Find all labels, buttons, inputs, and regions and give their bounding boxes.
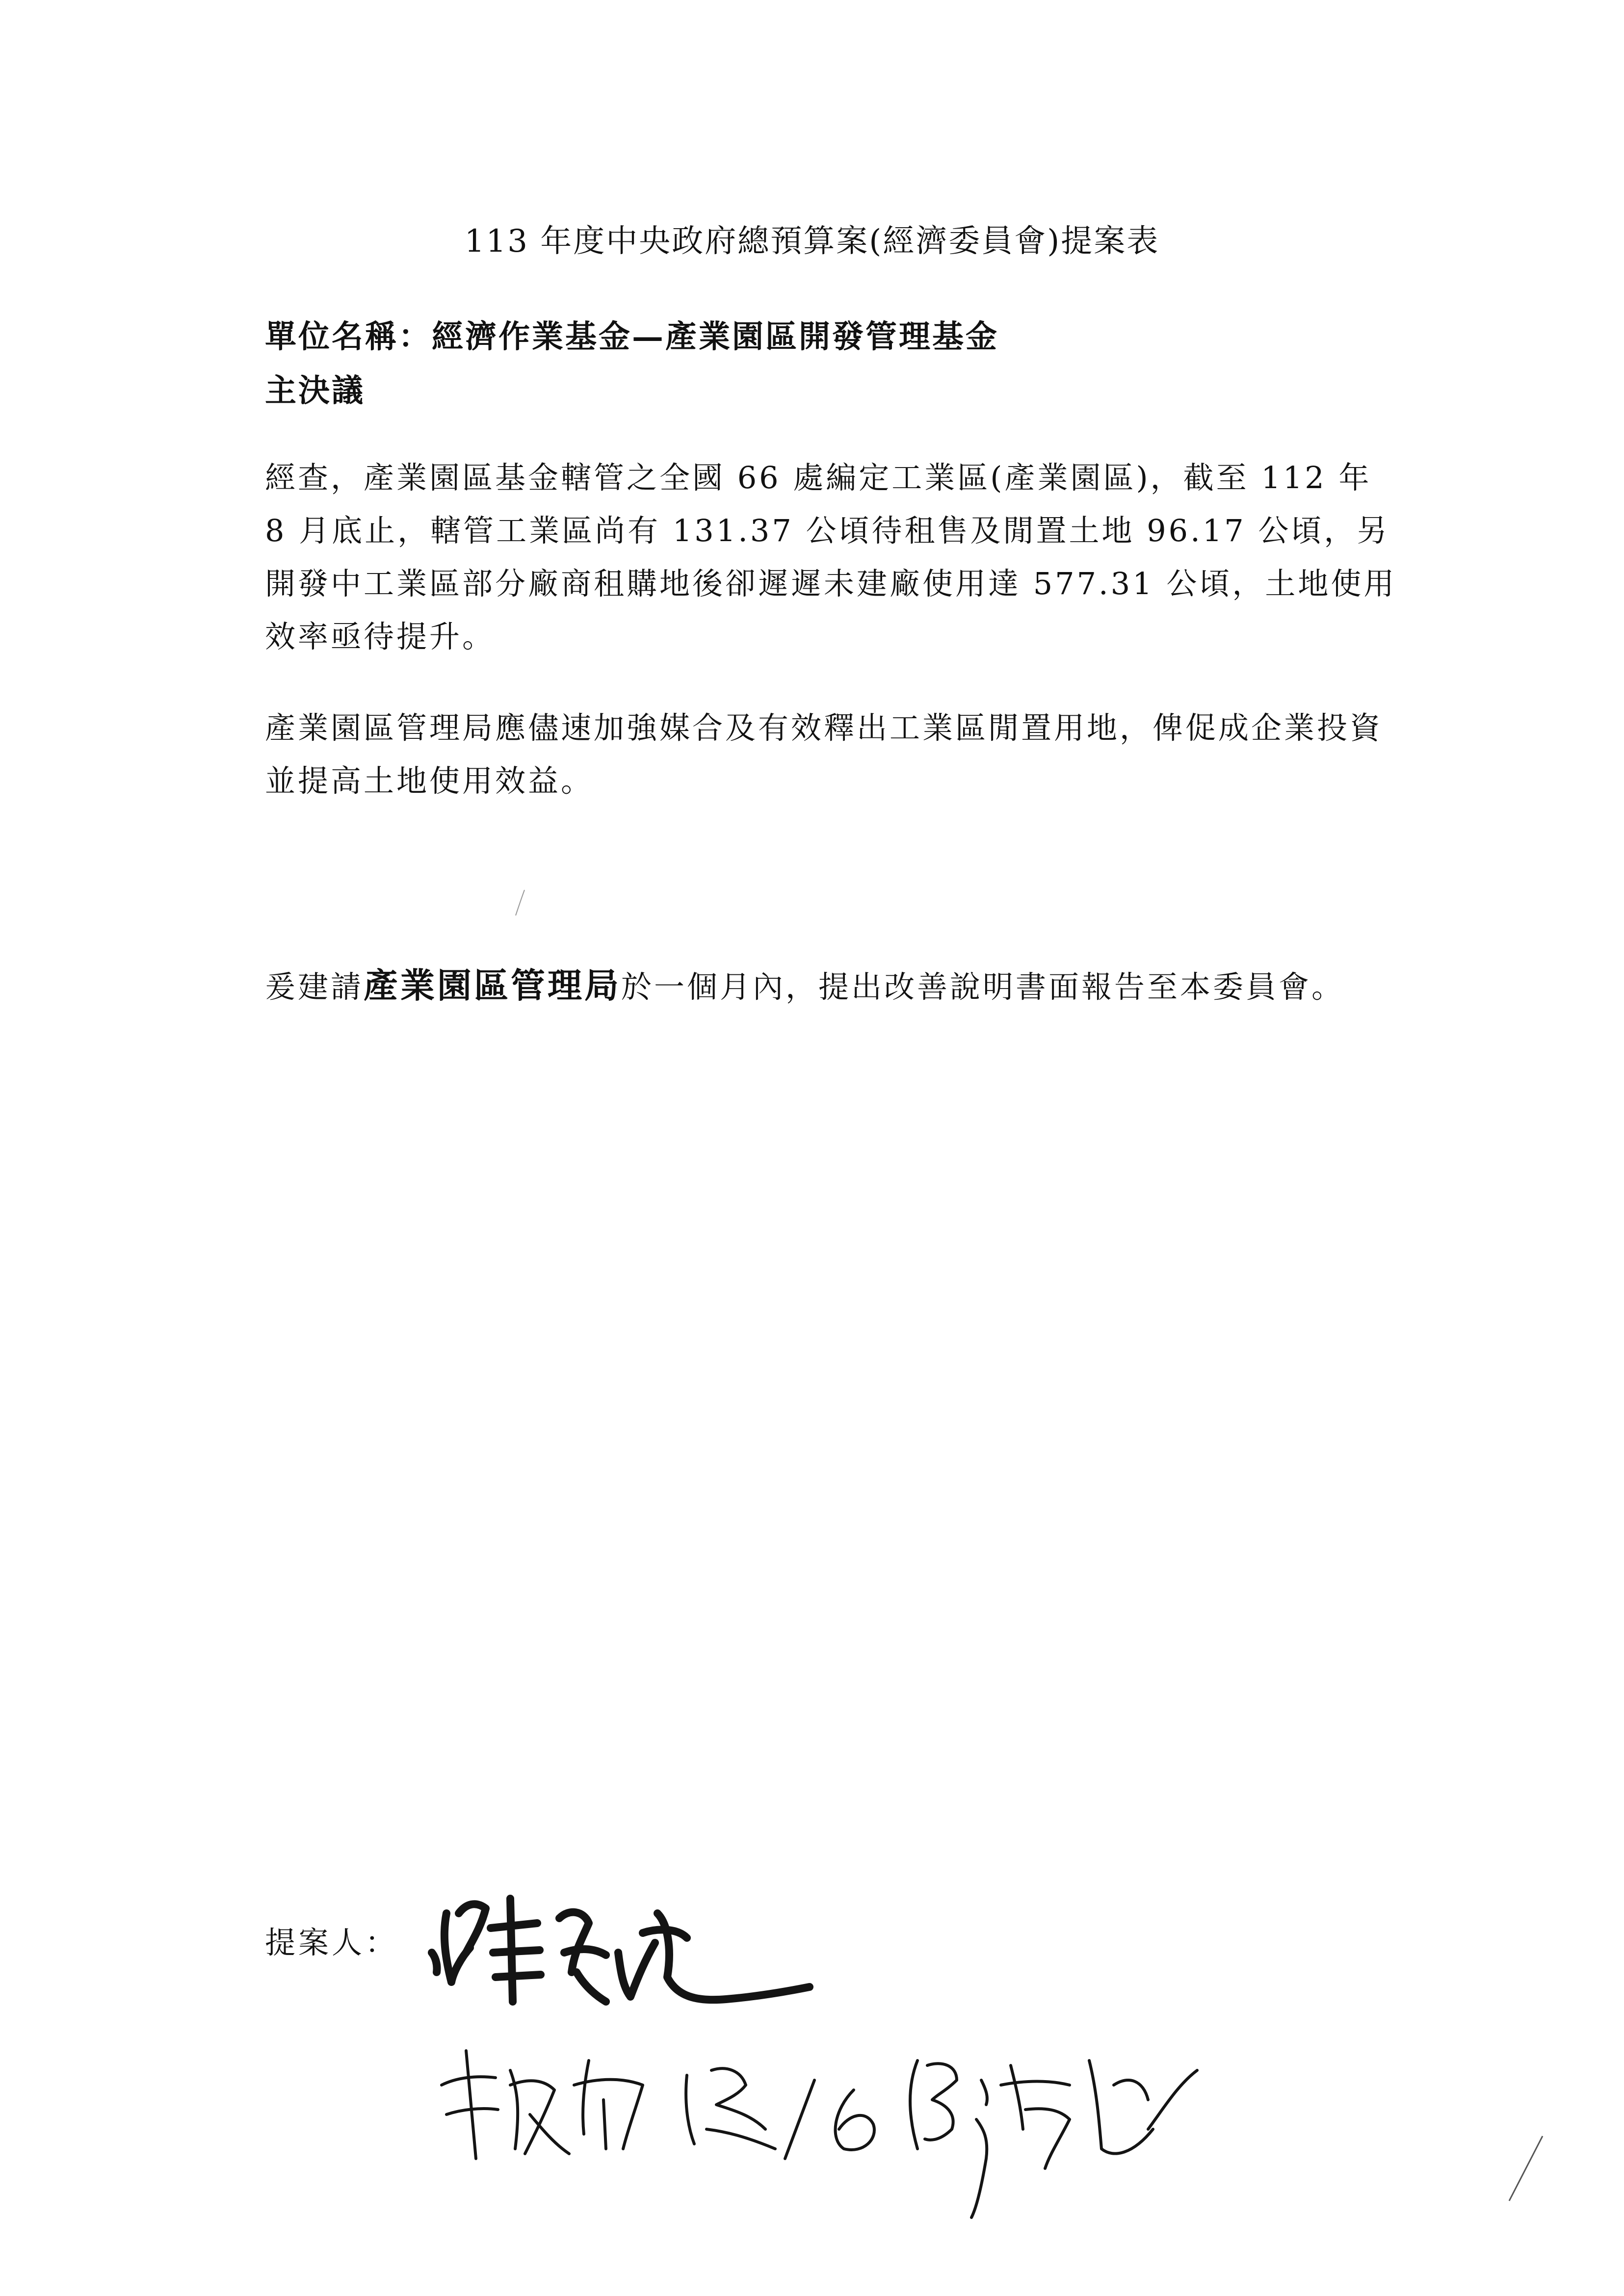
sig1-stroke-g: [496, 1975, 541, 1977]
sig2-stroke-o: [910, 2061, 917, 2149]
sig2-stroke-k: [711, 2068, 765, 2129]
sig1-stroke-a: [432, 1953, 437, 1972]
sig2-stroke-u: [1025, 2109, 1070, 2168]
request-suffix: 於一個月內，提出改善說明書面報告至本委員會。: [621, 969, 1345, 1005]
sig1-stroke-h: [559, 1912, 589, 1972]
agency-name-highlight: 產業園區管理局: [364, 965, 622, 1006]
sig2-stroke-x: [1148, 2070, 1197, 2129]
scan-artifact-mark: [1506, 2134, 1545, 2203]
finding-paragraph: 經查，產業園區基金轄管之全國 66 處編定工業區(產業園區)，截至 112 年 8 月底止，轄管工業區尚有 131.37 公頃待租售及閒置土地 96.17 公頃，另開發中工業區部分廠商租購地後卻遲遲未建廠使用達 577.31 公頃，土地使用效率亟待提升。: [265, 460, 1397, 654]
handwritten-signatures: [412, 1854, 1344, 2227]
sig2-stroke-g: [583, 2061, 589, 2134]
sig1-stroke-e: [491, 1923, 537, 1928]
sig2-stroke-v: [1089, 2061, 1153, 2154]
signature-1: [432, 1899, 810, 2002]
sig2-stroke-q: [981, 2080, 987, 2105]
requirement-paragraph: 產業園區管理局應儘速加強媒合及有效釋出工業區閒置用地，俾促成企業投資並提高土地使用效益。: [265, 710, 1383, 799]
sig2-stroke-s: [1011, 2065, 1023, 2129]
sig1-stroke-f: [493, 1950, 540, 1953]
signature-2: [442, 2051, 1197, 2218]
sig2-stroke-j: [686, 2075, 694, 2144]
sig2-stroke-r: [971, 2119, 987, 2218]
sig1-stroke-k: [618, 1943, 655, 1997]
main-resolution-heading: 主決議: [265, 372, 365, 409]
sig2-stroke-w: [1114, 2080, 1148, 2100]
document-title: 113 年度中央政府總預算案(經濟委員會)提案表: [464, 223, 1160, 260]
sig1-stroke-l: [657, 1913, 810, 2000]
sig2-stroke-n: [836, 2090, 874, 2150]
sig2-stroke-m: [785, 2080, 814, 2159]
sig1-stroke-i: [564, 1949, 606, 1955]
sig1-stroke-j: [576, 1972, 606, 2002]
sig2-stroke-l: [707, 2129, 775, 2149]
sig2-stroke-p: [925, 2063, 957, 2140]
proposer-label: 提案人：: [265, 1925, 399, 1960]
unit-name-line: 單位名稱：經濟作業基金—產業園區開發管理基金: [265, 318, 999, 355]
sig2-stroke-t: [1001, 2082, 1070, 2086]
scan-artifact-mark: [513, 888, 527, 917]
sig2-stroke-a: [466, 2051, 476, 2159]
sig1-stroke-c: [459, 1904, 486, 1953]
request-paragraph: [265, 959, 1403, 1014]
sig2-stroke-i: [603, 2100, 606, 2149]
request-prefix: 爰建請: [265, 969, 364, 1005]
